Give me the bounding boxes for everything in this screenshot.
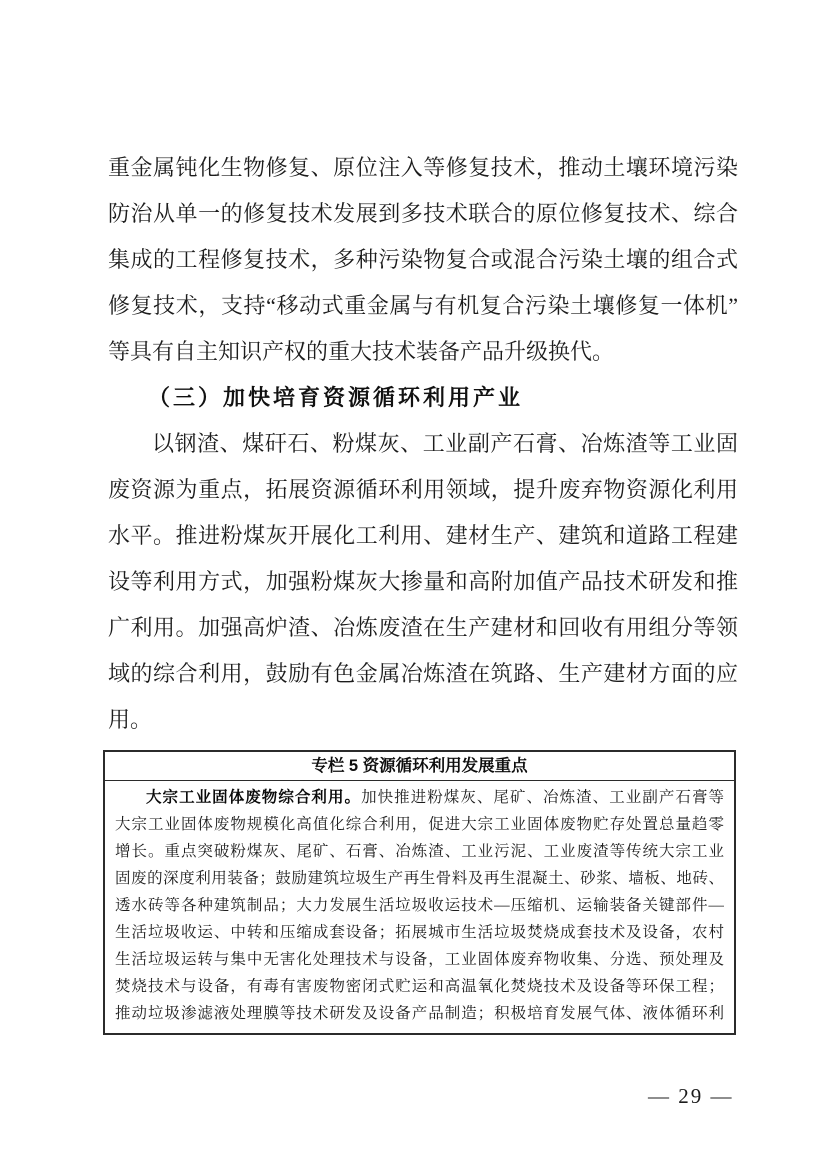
paragraph-2 <box>108 421 738 743</box>
panel-lead-rest: 加快推进粉煤灰、尾矿、冶炼渣、工业副产石膏等 <box>361 789 724 806</box>
body-line: 废资源为重点，拓展资源循环利用领域，提升废弃物资源化利用 <box>108 477 738 502</box>
body-line: 设等利用方式，加强粉煤灰大掺量和高附加值产品技术研发和推 <box>108 569 738 594</box>
body-line: 防治从单一的修复技术发展到多技术联合的原位修复技术、综合 <box>108 201 738 226</box>
panel-title: 专栏 5 资源循环利用发展重点 <box>105 752 734 781</box>
page-body <box>108 145 738 743</box>
panel-line <box>115 784 724 811</box>
body-line: 等具有自主知识产权的重大技术装备产品升级换代。 <box>108 339 615 364</box>
column-panel-5 <box>103 750 736 1035</box>
panel-line: 固废的深度利用装备；鼓励建筑垃圾生产再生骨料及再生混凝土、砂浆、墙板、地砖、 <box>115 870 724 887</box>
body-line: 广利用。加强高炉渣、冶炼废渣在生产建材和回收有用组分等领 <box>108 615 738 640</box>
body-line: 重金属钝化生物修复、原位注入等修复技术，推动土壤环境污染 <box>108 155 738 180</box>
panel-lead-bold: 大宗工业固体废物综合利用。 <box>146 789 362 806</box>
panel-line: 生活垃圾运转与集中无害化处理技术与设备，工业固体废弃物收集、分选、预处理及 <box>115 951 724 968</box>
panel-line: 生活垃圾收运、中转和压缩成套设备；拓展城市生活垃圾焚烧成套技术及设备，农村 <box>115 924 724 941</box>
body-line: 水平。推进粉煤灰开展化工利用、建材生产、建筑和道路工程建 <box>108 523 738 548</box>
body-line: 域的综合利用，鼓励有色金属冶炼渣在筑路、生产建材方面的应 <box>108 661 738 686</box>
panel-line: 焚烧技术与设备，有毒有害废物密闭式贮运和高温氧化焚烧技术及设备等环保工程； <box>115 978 724 995</box>
panel-body <box>105 781 734 1033</box>
page-number: — 29 — <box>648 1084 734 1108</box>
panel-line: 透水砖等各种建筑制品；大力发展生活垃圾收运技术—压缩机、运输装备关键部件— <box>115 897 724 914</box>
panel-line: 推动垃圾渗滤液处理膜等技术研发及设备产品制造；积极培育发展气体、液体循环利 <box>115 1005 724 1022</box>
panel-line: 大宗工业固体废物规模化高值化综合利用，促进大宗工业固体废物贮存处置总量趋零 <box>115 816 724 833</box>
body-line: 修复技术，支持“移动式重金属与有机复合污染土壤修复一体机” <box>108 293 738 318</box>
body-line: 集成的工程修复技术，多种污染物复合或混合污染土壤的组合式 <box>108 247 738 272</box>
body-line: 以钢渣、煤矸石、粉煤灰、工业副产石膏、冶炼渣等工业固 <box>152 431 738 456</box>
body-line: 用。 <box>108 707 153 732</box>
section-heading: （三）加快培育资源循环利用产业 <box>148 385 524 410</box>
paragraph-1 <box>108 145 738 375</box>
panel-line: 增长。重点突破粉煤灰、尾矿、石膏、冶炼渣、工业污泥、工业废渣等传统大宗工业 <box>115 843 724 860</box>
